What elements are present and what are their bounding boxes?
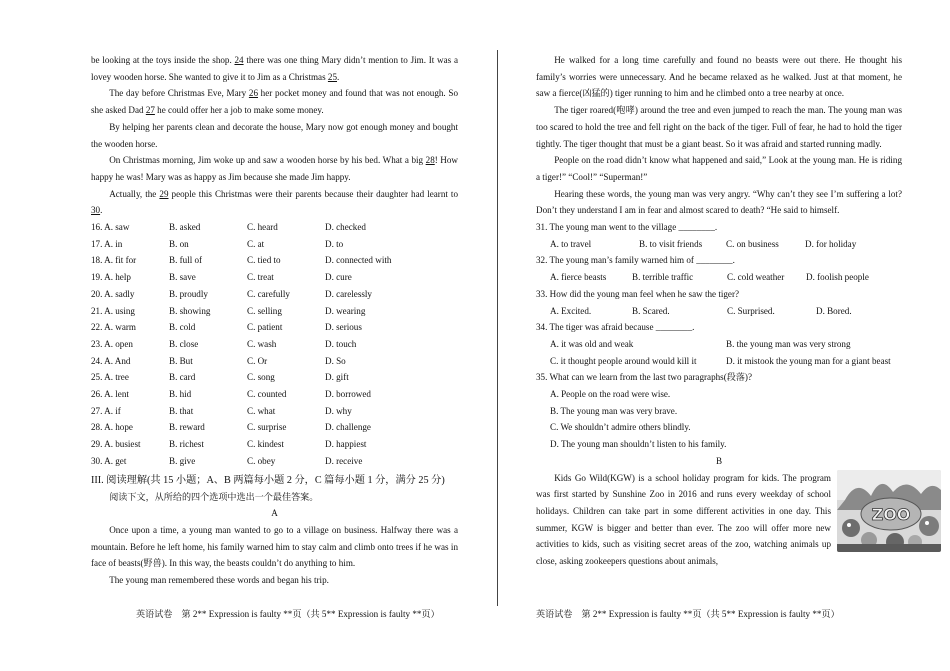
blank-27: 27 (145, 105, 155, 116)
page-footer-left: 英语试卷 第 2** Expression is faulty **页（共 5** Expression is faulty **页） (136, 609, 440, 619)
paragraph: Kids Go Wild(KGW) is a school holiday program for kids. The program was first started by Sunshine Zoo in 2016 and runs every weekday of school holidays. Children can take part in some different activities in one day. This summer, KGW is bigger and better than ever. The zoo will offer more new activities to kids, such as visiting secret areas of the zoo, watching animals up close, asking zookeepers questions about animals, (536, 472, 831, 567)
question-31: 31. The young man went to the village ________. (536, 222, 718, 233)
zoo-sign-text: ZOO (871, 504, 911, 524)
question-33-options: A. Excited. B. Scared. C. Surprised. D. Bored. (550, 305, 852, 316)
option-row: 30. A. get B. give C. obey D. receive (91, 455, 363, 466)
right-column (536, 52, 911, 570)
question-32-options: A. fierce beasts B. terrible traffic C. cold weather D. foolish people (550, 272, 869, 283)
paragraph: The tiger roared(咆哮) around the tree and even jumped to reach the man. The young man was too scared to hold the tree and fell right on the back of the tiger. Full of fear, he had to hold the tiger tightly. The tiger thought that must be a giant beast. So it was afraid and started running madly. (536, 105, 902, 149)
column-divider (497, 50, 498, 606)
question-34-options: C. it thought people around would kill it D. it mistook the young man for a giant beast (550, 355, 891, 366)
option-row: 19. A. help B. save C. treat D. cure (91, 272, 352, 283)
paragraph: be looking at the toys inside the shop. 24 there was one thing Mary didn’t mention to Jim. It was a lovey wooden horse. She wanted to give it to Jim as a Christmas 25. (91, 55, 458, 82)
option-row: 16. A. saw B. asked C. heard D. checked (91, 222, 366, 233)
option-row: 26. A. lent B. hid C. counted D. borrowed (91, 389, 371, 400)
paragraph: On Christmas morning, Jim woke up and saw a wooden horse by his bed. What a big 28! How happy he was! Mary was as happy as Jim because she made Jim happy. (91, 155, 458, 182)
option-row: 20. A. sadly B. proudly C. carefully D. carelessly (91, 288, 372, 299)
zoo-photo (837, 470, 941, 552)
paragraph: Actually, the 29 people this Christmas were their parents because their daughter had learnt to 30. (91, 188, 459, 216)
option-row: 22. A. warm B. cold C. patient D. serious (91, 322, 362, 333)
option-row: 18. A. fit for B. full of C. tied to D. connected with (91, 255, 392, 266)
passage-label: A (271, 508, 278, 519)
paragraph: He walked for a long time carefully and found no beasts were out there. He thought his family’s worries were unnecessary. And he became relaxed as he walked. Just at that moment, he saw a fierce(凶猛的) tiger running to him and he climbed onto a tree nearby at once. (536, 55, 902, 99)
paragraph: By helping her parents clean and decorate the house, Mary now got enough money and bought the wooden horse. (91, 121, 458, 149)
option-row: 17. A. in B. on C. at D. to (91, 238, 344, 249)
question-33: 33. How did the young man feel when he saw the tiger? (536, 288, 740, 299)
option-row: 25. A. tree B. card C. song D. gift (91, 372, 349, 383)
page-footer-right: 英语试卷 第 2** Expression is faulty **页（共 5** Expression is faulty **页） (536, 609, 840, 619)
option-row: 21. A. using B. showing C. selling D. wearing (91, 305, 366, 316)
option-row: 24. A. And B. But C. Or D. So (91, 355, 346, 366)
paragraph: The young man remembered these words and began his trip. (109, 575, 329, 586)
option-row: 28. A. hope B. reward C. surprise D. challenge (91, 422, 371, 433)
blank-28: 28 (425, 155, 435, 166)
instruction: 阅读下文，从所给的四个选项中选出一个最佳答案。 (109, 491, 319, 502)
blank-24: 24 (234, 55, 244, 65)
passage-label: B (715, 455, 723, 466)
blank-29: 29 (159, 188, 169, 199)
question-35-options: A. People on the road were wise. B. The young man was very brave. C. We shouldn’t admire others blindly. D. The young man shouldn’t listen to his family. (550, 389, 727, 450)
option-row: 27. A. if B. that C. what D. why (91, 405, 352, 416)
blank-26: 26 (248, 88, 258, 99)
zoo-illustration (837, 470, 941, 552)
paragraph: People on the road didn’t know what happened and said,” Look at the young man. He is riding a tiger!” “Cool!” “Superman!” (536, 155, 902, 182)
question-34-options: A. it was old and weak B. the young man was very strong (550, 338, 851, 349)
section-title: III. 阅读理解(共 15 小题；A、B 两篇每小题 2 分，C 篇每小题 1 分，满分 25 分) (91, 474, 445, 486)
blank-25: 25 (327, 71, 338, 82)
question-35: 35. What can we learn from the last two paragraphs(段落)? (536, 372, 752, 383)
option-row: 29. A. busiest B. richest C. kindest D. happiest (91, 439, 367, 450)
paragraph: Hearing these words, the young man was very angry. “Why can’t they see I’m suffering a lot? Don’t they understand I am in fear and almost scared to death? “He said to himself. (536, 188, 902, 216)
question-32: 32. The young man’s family warned him of ________. (536, 255, 735, 266)
option-row: 23. A. open B. close C. wash D. touch (91, 338, 357, 349)
paragraph: The day before Christmas Eve, Mary 26 her pocket money and found that was not enough. So she asked Dad 27 he could offer her a job to make some money. (91, 88, 459, 116)
blank-30: 30 (91, 205, 101, 216)
cloze-options (91, 219, 458, 470)
question-31-options: A. to travel B. to visit friends C. on business D. for holiday (550, 238, 857, 249)
question-34: 34. The tiger was afraid because ________. (536, 322, 695, 333)
left-column (91, 52, 458, 589)
paragraph: Once upon a time, a young man wanted to go to a village on business. Halfway there was a mountain. Before he left home, his family warned him to stay calm and climb onto trees if he was in face of beasts(野兽). In this way, the beasts couldn’t do anything to him. (91, 524, 458, 569)
